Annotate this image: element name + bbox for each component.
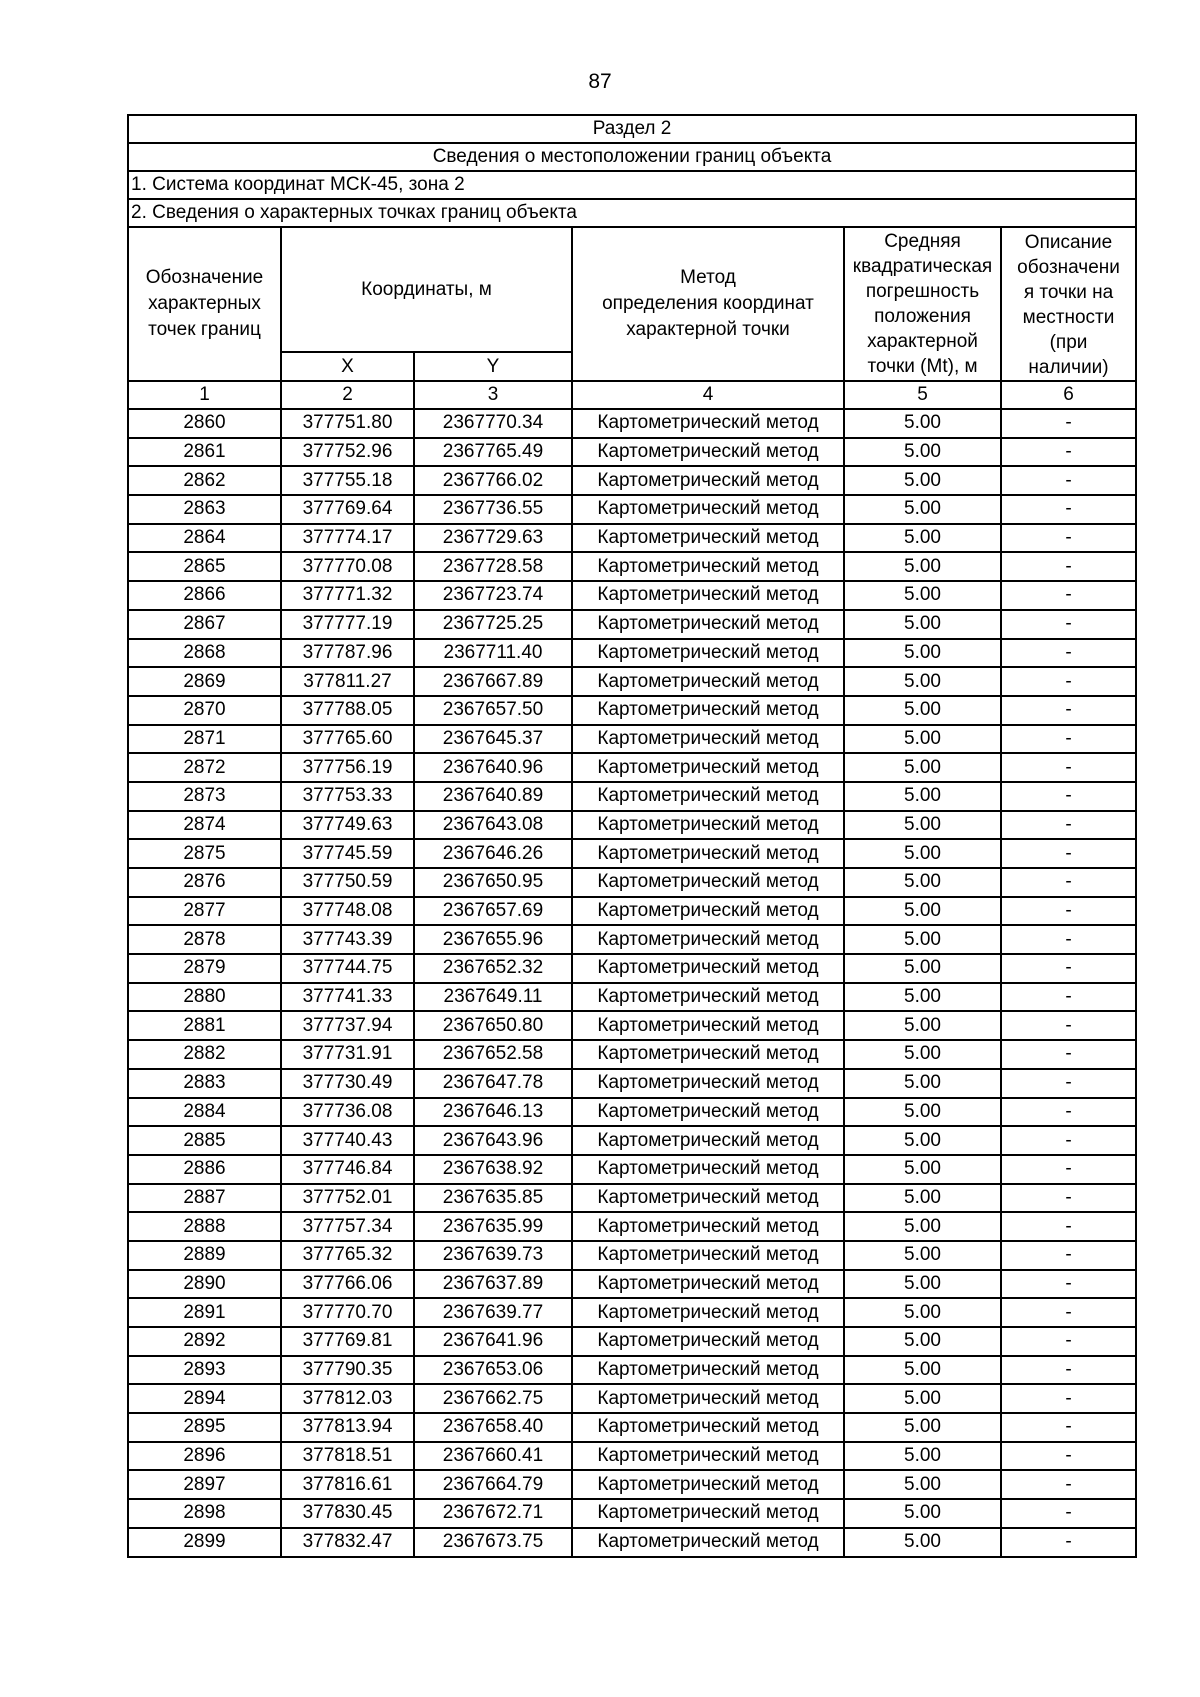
y-coordinate-cell: 2367645.37	[414, 725, 572, 754]
header-point-designation: Обозначение характерных точек границ	[128, 227, 281, 381]
x-coordinate-cell: 377741.33	[281, 983, 414, 1012]
x-coordinate-cell: 377812.03	[281, 1384, 414, 1413]
method-cell: Картометрический метод	[572, 1413, 844, 1442]
method-cell: Картометрический метод	[572, 581, 844, 610]
method-cell: Картометрический метод	[572, 696, 844, 725]
y-coordinate-cell: 2367652.58	[414, 1040, 572, 1069]
y-coordinate-cell: 2367711.40	[414, 639, 572, 668]
coordinates-table	[127, 114, 1137, 1558]
description-cell: -	[1001, 581, 1136, 610]
accuracy-cell: 5.00	[844, 1499, 1001, 1528]
description-cell: -	[1001, 1384, 1136, 1413]
x-coordinate-cell: 377753.33	[281, 782, 414, 811]
description-cell: -	[1001, 1298, 1136, 1327]
accuracy-cell: 5.00	[844, 1155, 1001, 1184]
table-row	[128, 581, 1136, 610]
description-cell: -	[1001, 1155, 1136, 1184]
accuracy-cell: 5.00	[844, 696, 1001, 725]
table-row	[128, 1327, 1136, 1356]
point-id-cell: 2877	[128, 897, 281, 926]
description-cell: -	[1001, 667, 1136, 696]
accuracy-cell: 5.00	[844, 1528, 1001, 1557]
header-x: X	[281, 352, 414, 381]
y-coordinate-cell: 2367643.96	[414, 1126, 572, 1155]
y-coordinate-cell: 2367658.40	[414, 1413, 572, 1442]
accuracy-cell: 5.00	[844, 552, 1001, 581]
point-id-cell: 2873	[128, 782, 281, 811]
x-coordinate-cell: 377818.51	[281, 1442, 414, 1471]
point-id-cell: 2883	[128, 1069, 281, 1098]
point-id-cell: 2879	[128, 954, 281, 983]
x-coordinate-cell: 377749.63	[281, 811, 414, 840]
x-coordinate-cell: 377770.70	[281, 1298, 414, 1327]
y-coordinate-cell: 2367638.92	[414, 1155, 572, 1184]
table-row	[128, 409, 1136, 438]
y-coordinate-cell: 2367662.75	[414, 1384, 572, 1413]
table-row	[128, 811, 1136, 840]
table-row	[128, 1098, 1136, 1127]
method-cell: Картометрический метод	[572, 1212, 844, 1241]
point-id-cell: 2896	[128, 1442, 281, 1471]
y-coordinate-cell: 2367635.85	[414, 1184, 572, 1213]
method-cell: Картометрический метод	[572, 1126, 844, 1155]
point-id-cell: 2887	[128, 1184, 281, 1213]
x-coordinate-cell: 377787.96	[281, 639, 414, 668]
method-cell: Картометрический метод	[572, 782, 844, 811]
y-coordinate-cell: 2367657.69	[414, 897, 572, 926]
description-cell: -	[1001, 1212, 1136, 1241]
accuracy-cell: 5.00	[844, 639, 1001, 668]
point-id-cell: 2868	[128, 639, 281, 668]
description-cell: -	[1001, 954, 1136, 983]
point-id-cell: 2876	[128, 868, 281, 897]
y-coordinate-cell: 2367650.80	[414, 1011, 572, 1040]
table-row	[128, 925, 1136, 954]
method-cell: Картометрический метод	[572, 1528, 844, 1557]
point-id-cell: 2891	[128, 1298, 281, 1327]
method-cell: Картометрический метод	[572, 1470, 844, 1499]
x-coordinate-cell: 377731.91	[281, 1040, 414, 1069]
y-coordinate-cell: 2367647.78	[414, 1069, 572, 1098]
description-cell: -	[1001, 1356, 1136, 1385]
point-id-cell: 2869	[128, 667, 281, 696]
method-cell: Картометрический метод	[572, 925, 844, 954]
y-coordinate-cell: 2367640.96	[414, 753, 572, 782]
y-coordinate-cell: 2367640.89	[414, 782, 572, 811]
method-cell: Картометрический метод	[572, 1270, 844, 1299]
accuracy-cell: 5.00	[844, 1069, 1001, 1098]
description-cell: -	[1001, 1184, 1136, 1213]
method-cell: Картометрический метод	[572, 1184, 844, 1213]
accuracy-cell: 5.00	[844, 897, 1001, 926]
accuracy-cell: 5.00	[844, 524, 1001, 553]
y-coordinate-cell: 2367652.32	[414, 954, 572, 983]
method-cell: Картометрический метод	[572, 438, 844, 467]
table-row	[128, 524, 1136, 553]
table-row	[128, 1470, 1136, 1499]
y-coordinate-cell: 2367673.75	[414, 1528, 572, 1557]
x-coordinate-cell: 377766.06	[281, 1270, 414, 1299]
point-id-cell: 2861	[128, 438, 281, 467]
method-cell: Картометрический метод	[572, 610, 844, 639]
y-coordinate-cell: 2367641.96	[414, 1327, 572, 1356]
x-coordinate-cell: 377790.35	[281, 1356, 414, 1385]
y-coordinate-cell: 2367639.73	[414, 1241, 572, 1270]
description-cell: -	[1001, 1241, 1136, 1270]
method-cell: Картометрический метод	[572, 1155, 844, 1184]
accuracy-cell: 5.00	[844, 1442, 1001, 1471]
points-section-title: 2. Сведения о характерных точках границ объекта	[128, 199, 1136, 227]
accuracy-cell: 5.00	[844, 868, 1001, 897]
accuracy-cell: 5.00	[844, 954, 1001, 983]
description-cell: -	[1001, 983, 1136, 1012]
y-coordinate-cell: 2367639.77	[414, 1298, 572, 1327]
y-coordinate-cell: 2367655.96	[414, 925, 572, 954]
table-row	[128, 696, 1136, 725]
header-coordinates: Координаты, м	[281, 227, 572, 352]
table-row	[128, 1413, 1136, 1442]
accuracy-cell: 5.00	[844, 925, 1001, 954]
accuracy-cell: 5.00	[844, 1011, 1001, 1040]
x-coordinate-cell: 377788.05	[281, 696, 414, 725]
point-id-cell: 2865	[128, 552, 281, 581]
accuracy-cell: 5.00	[844, 409, 1001, 438]
description-cell: -	[1001, 1499, 1136, 1528]
table-row	[128, 667, 1136, 696]
description-cell: -	[1001, 495, 1136, 524]
point-id-cell: 2867	[128, 610, 281, 639]
table-row	[128, 1499, 1136, 1528]
x-coordinate-cell: 377769.64	[281, 495, 414, 524]
table-row	[128, 466, 1136, 495]
x-coordinate-cell: 377832.47	[281, 1528, 414, 1557]
x-coordinate-cell: 377745.59	[281, 839, 414, 868]
accuracy-cell: 5.00	[844, 667, 1001, 696]
page-number: 87	[588, 70, 612, 93]
point-id-cell: 2862	[128, 466, 281, 495]
y-coordinate-cell: 2367765.49	[414, 438, 572, 467]
x-coordinate-cell: 377769.81	[281, 1327, 414, 1356]
y-coordinate-cell: 2367653.06	[414, 1356, 572, 1385]
point-id-cell: 2878	[128, 925, 281, 954]
point-id-cell: 2886	[128, 1155, 281, 1184]
method-cell: Картометрический метод	[572, 466, 844, 495]
point-id-cell: 2866	[128, 581, 281, 610]
description-cell: -	[1001, 925, 1136, 954]
point-id-cell: 2875	[128, 839, 281, 868]
point-id-cell: 2863	[128, 495, 281, 524]
table-row	[128, 954, 1136, 983]
x-coordinate-cell: 377736.08	[281, 1098, 414, 1127]
method-cell: Картометрический метод	[572, 639, 844, 668]
description-cell: -	[1001, 1327, 1136, 1356]
accuracy-cell: 5.00	[844, 1270, 1001, 1299]
point-id-cell: 2885	[128, 1126, 281, 1155]
point-id-cell: 2897	[128, 1470, 281, 1499]
point-id-cell: 2864	[128, 524, 281, 553]
accuracy-cell: 5.00	[844, 495, 1001, 524]
column-number: 5	[844, 381, 1001, 409]
accuracy-cell: 5.00	[844, 1212, 1001, 1241]
description-cell: -	[1001, 1442, 1136, 1471]
method-cell: Картометрический метод	[572, 667, 844, 696]
y-coordinate-cell: 2367672.71	[414, 1499, 572, 1528]
method-cell: Картометрический метод	[572, 552, 844, 581]
point-id-cell: 2871	[128, 725, 281, 754]
table-row	[128, 1069, 1136, 1098]
description-cell: -	[1001, 552, 1136, 581]
table-row	[128, 552, 1136, 581]
column-number: 1	[128, 381, 281, 409]
method-cell: Картометрический метод	[572, 983, 844, 1012]
accuracy-cell: 5.00	[844, 1040, 1001, 1069]
x-coordinate-cell: 377752.01	[281, 1184, 414, 1213]
method-cell: Картометрический метод	[572, 1356, 844, 1385]
point-id-cell: 2872	[128, 753, 281, 782]
point-id-cell: 2895	[128, 1413, 281, 1442]
description-cell: -	[1001, 1413, 1136, 1442]
column-number: 2	[281, 381, 414, 409]
method-cell: Картометрический метод	[572, 409, 844, 438]
x-coordinate-cell: 377777.19	[281, 610, 414, 639]
accuracy-cell: 5.00	[844, 1327, 1001, 1356]
accuracy-cell: 5.00	[844, 466, 1001, 495]
method-cell: Картометрический метод	[572, 1098, 844, 1127]
description-cell: -	[1001, 1470, 1136, 1499]
y-coordinate-cell: 2367723.74	[414, 581, 572, 610]
method-cell: Картометрический метод	[572, 1011, 844, 1040]
description-cell: -	[1001, 839, 1136, 868]
point-id-cell: 2860	[128, 409, 281, 438]
table-row	[128, 1298, 1136, 1327]
point-id-cell: 2892	[128, 1327, 281, 1356]
x-coordinate-cell: 377750.59	[281, 868, 414, 897]
table-row	[128, 1040, 1136, 1069]
column-number: 4	[572, 381, 844, 409]
description-cell: -	[1001, 897, 1136, 926]
accuracy-cell: 5.00	[844, 983, 1001, 1012]
y-coordinate-cell: 2367660.41	[414, 1442, 572, 1471]
table-row	[128, 725, 1136, 754]
method-cell: Картометрический метод	[572, 1499, 844, 1528]
method-cell: Картометрический метод	[572, 1241, 844, 1270]
column-number: 6	[1001, 381, 1136, 409]
y-coordinate-cell: 2367646.13	[414, 1098, 572, 1127]
x-coordinate-cell: 377751.80	[281, 409, 414, 438]
point-id-cell: 2888	[128, 1212, 281, 1241]
point-id-cell: 2894	[128, 1384, 281, 1413]
description-cell: -	[1001, 811, 1136, 840]
accuracy-cell: 5.00	[844, 811, 1001, 840]
y-coordinate-cell: 2367770.34	[414, 409, 572, 438]
method-cell: Картометрический метод	[572, 1069, 844, 1098]
description-cell: -	[1001, 1528, 1136, 1557]
table-row	[128, 782, 1136, 811]
table-row	[128, 1126, 1136, 1155]
accuracy-cell: 5.00	[844, 1098, 1001, 1127]
method-cell: Картометрический метод	[572, 868, 844, 897]
table-row	[128, 1384, 1136, 1413]
accuracy-cell: 5.00	[844, 1241, 1001, 1270]
method-cell: Картометрический метод	[572, 897, 844, 926]
table-row	[128, 1528, 1136, 1557]
column-number: 3	[414, 381, 572, 409]
x-coordinate-cell: 377756.19	[281, 753, 414, 782]
y-coordinate-cell: 2367635.99	[414, 1212, 572, 1241]
accuracy-cell: 5.00	[844, 1413, 1001, 1442]
table-row	[128, 1442, 1136, 1471]
method-cell: Картометрический метод	[572, 954, 844, 983]
method-cell: Картометрический метод	[572, 495, 844, 524]
table-row	[128, 610, 1136, 639]
table-row	[128, 1212, 1136, 1241]
coord-system-label: 1. Система координат МСК-45, зона 2	[128, 171, 1136, 199]
table-row	[128, 1241, 1136, 1270]
y-coordinate-cell: 2367667.89	[414, 667, 572, 696]
section-title: Сведения о местоположении границ объекта	[128, 143, 1136, 171]
description-cell: -	[1001, 782, 1136, 811]
description-cell: -	[1001, 1098, 1136, 1127]
description-cell: -	[1001, 753, 1136, 782]
y-coordinate-cell: 2367649.11	[414, 983, 572, 1012]
description-cell: -	[1001, 696, 1136, 725]
accuracy-cell: 5.00	[844, 839, 1001, 868]
table-row	[128, 495, 1136, 524]
accuracy-cell: 5.00	[844, 610, 1001, 639]
header-method: Метод определения координат характерной точки	[572, 227, 844, 381]
method-cell: Картометрический метод	[572, 1384, 844, 1413]
point-id-cell: 2884	[128, 1098, 281, 1127]
x-coordinate-cell: 377770.08	[281, 552, 414, 581]
x-coordinate-cell: 377811.27	[281, 667, 414, 696]
table-row	[128, 983, 1136, 1012]
accuracy-cell: 5.00	[844, 725, 1001, 754]
description-cell: -	[1001, 725, 1136, 754]
point-id-cell: 2874	[128, 811, 281, 840]
section-label: Раздел 2	[128, 115, 1136, 143]
table-row	[128, 1270, 1136, 1299]
description-cell: -	[1001, 868, 1136, 897]
accuracy-cell: 5.00	[844, 438, 1001, 467]
y-coordinate-cell: 2367664.79	[414, 1470, 572, 1499]
point-id-cell: 2890	[128, 1270, 281, 1299]
accuracy-cell: 5.00	[844, 581, 1001, 610]
header-y: Y	[414, 352, 572, 381]
description-cell: -	[1001, 1270, 1136, 1299]
point-id-cell: 2882	[128, 1040, 281, 1069]
header-description: Описание обозначени я точки на местности (при наличии)	[1001, 227, 1136, 381]
x-coordinate-cell: 377813.94	[281, 1413, 414, 1442]
point-id-cell: 2889	[128, 1241, 281, 1270]
description-cell: -	[1001, 1126, 1136, 1155]
description-cell: -	[1001, 610, 1136, 639]
table-row	[128, 897, 1136, 926]
accuracy-cell: 5.00	[844, 1298, 1001, 1327]
description-cell: -	[1001, 1040, 1136, 1069]
y-coordinate-cell: 2367637.89	[414, 1270, 572, 1299]
x-coordinate-cell: 377737.94	[281, 1011, 414, 1040]
y-coordinate-cell: 2367725.25	[414, 610, 572, 639]
point-id-cell: 2898	[128, 1499, 281, 1528]
table-row	[128, 438, 1136, 467]
x-coordinate-cell: 377774.17	[281, 524, 414, 553]
method-cell: Картометрический метод	[572, 524, 844, 553]
table-row	[128, 839, 1136, 868]
x-coordinate-cell: 377730.49	[281, 1069, 414, 1098]
x-coordinate-cell: 377830.45	[281, 1499, 414, 1528]
y-coordinate-cell: 2367643.08	[414, 811, 572, 840]
accuracy-cell: 5.00	[844, 1356, 1001, 1385]
y-coordinate-cell: 2367657.50	[414, 696, 572, 725]
x-coordinate-cell: 377746.84	[281, 1155, 414, 1184]
y-coordinate-cell: 2367729.63	[414, 524, 572, 553]
accuracy-cell: 5.00	[844, 1126, 1001, 1155]
table-row	[128, 1356, 1136, 1385]
x-coordinate-cell: 377755.18	[281, 466, 414, 495]
table-row	[128, 753, 1136, 782]
method-cell: Картометрический метод	[572, 1040, 844, 1069]
x-coordinate-cell: 377740.43	[281, 1126, 414, 1155]
method-cell: Картометрический метод	[572, 811, 844, 840]
x-coordinate-cell: 377744.75	[281, 954, 414, 983]
accuracy-cell: 5.00	[844, 1384, 1001, 1413]
method-cell: Картометрический метод	[572, 1327, 844, 1356]
header-accuracy: Средняя квадратическая погрешность положения характерной точки (Mt), м	[844, 227, 1001, 381]
method-cell: Картометрический метод	[572, 1298, 844, 1327]
description-cell: -	[1001, 524, 1136, 553]
description-cell: -	[1001, 1069, 1136, 1098]
method-cell: Картометрический метод	[572, 839, 844, 868]
table-row	[128, 1155, 1136, 1184]
x-coordinate-cell: 377757.34	[281, 1212, 414, 1241]
x-coordinate-cell: 377752.96	[281, 438, 414, 467]
y-coordinate-cell: 2367728.58	[414, 552, 572, 581]
accuracy-cell: 5.00	[844, 782, 1001, 811]
point-id-cell: 2881	[128, 1011, 281, 1040]
description-cell: -	[1001, 1011, 1136, 1040]
method-cell: Картометрический метод	[572, 725, 844, 754]
y-coordinate-cell: 2367646.26	[414, 839, 572, 868]
accuracy-cell: 5.00	[844, 753, 1001, 782]
y-coordinate-cell: 2367736.55	[414, 495, 572, 524]
description-cell: -	[1001, 639, 1136, 668]
table-row	[128, 1184, 1136, 1213]
point-id-cell: 2880	[128, 983, 281, 1012]
description-cell: -	[1001, 409, 1136, 438]
x-coordinate-cell: 377765.60	[281, 725, 414, 754]
y-coordinate-cell: 2367766.02	[414, 466, 572, 495]
table-row	[128, 1011, 1136, 1040]
accuracy-cell: 5.00	[844, 1470, 1001, 1499]
point-id-cell: 2870	[128, 696, 281, 725]
table-row	[128, 639, 1136, 668]
y-coordinate-cell: 2367650.95	[414, 868, 572, 897]
description-cell: -	[1001, 438, 1136, 467]
point-id-cell: 2893	[128, 1356, 281, 1385]
description-cell: -	[1001, 466, 1136, 495]
table-row	[128, 868, 1136, 897]
x-coordinate-cell: 377743.39	[281, 925, 414, 954]
method-cell: Картометрический метод	[572, 753, 844, 782]
x-coordinate-cell: 377748.08	[281, 897, 414, 926]
point-id-cell: 2899	[128, 1528, 281, 1557]
method-cell: Картометрический метод	[572, 1442, 844, 1471]
accuracy-cell: 5.00	[844, 1184, 1001, 1213]
x-coordinate-cell: 377765.32	[281, 1241, 414, 1270]
x-coordinate-cell: 377816.61	[281, 1470, 414, 1499]
x-coordinate-cell: 377771.32	[281, 581, 414, 610]
